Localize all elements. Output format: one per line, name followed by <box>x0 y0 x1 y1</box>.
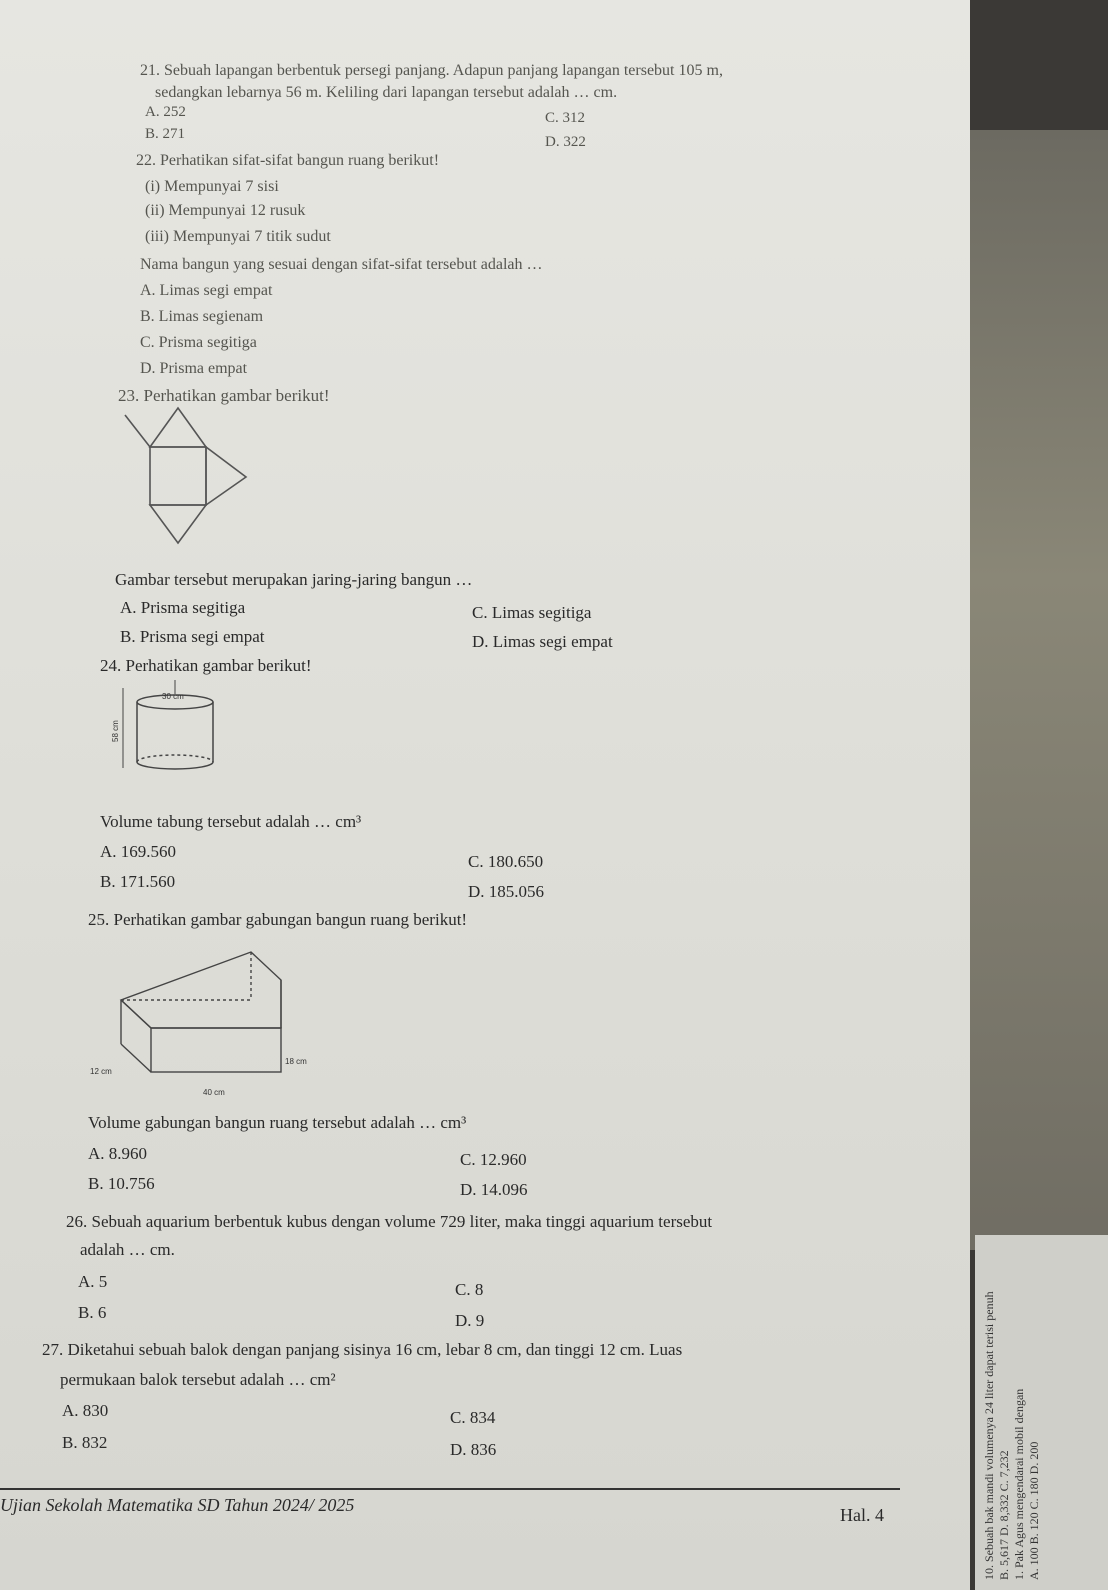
q26-option-b[interactable]: B. 6 <box>78 1303 107 1322</box>
page-number: Hal. 4 <box>840 1505 884 1525</box>
q27-option-d[interactable]: D. 836 <box>450 1440 497 1459</box>
q21-option-b[interactable]: B. 271 <box>145 126 186 142</box>
q24-diameter-label: 30 cm <box>162 692 184 701</box>
q27-option-b[interactable]: B. 832 <box>62 1433 108 1452</box>
q22-property-i: (i) Mempunyai 7 sisi <box>145 178 279 195</box>
adjacent-page-text <box>982 1291 1042 1580</box>
background-surface <box>970 130 1108 1250</box>
footer-divider <box>0 1488 900 1490</box>
q27-option-a[interactable]: A. 830 <box>62 1401 109 1420</box>
adjacent-line1: 10. Sebuah bak mandi volumenya 24 liter dapat terisi penuh <box>982 1291 996 1580</box>
q25-question: Volume gabungan bangun ruang tersebut adalah … cm³ <box>88 1113 467 1132</box>
q25-option-a[interactable]: A. 8.960 <box>88 1144 148 1163</box>
q23-option-c[interactable]: C. Limas segitiga <box>472 603 592 622</box>
q27-stem-line2: permukaan balok tersebut adalah … cm² <box>60 1370 336 1389</box>
q23-option-a[interactable]: A. Prisma segitiga <box>120 598 246 617</box>
q25-composite-figure <box>85 940 345 1110</box>
q23-question: Gambar tersebut merupakan jaring-jaring bangun … <box>115 570 473 589</box>
q21-option-a[interactable]: A. 252 <box>145 104 186 120</box>
q24-option-b[interactable]: B. 171.560 <box>100 872 176 891</box>
q21-option-d[interactable]: D. 322 <box>545 134 586 150</box>
q22-stem: 22. Perhatikan sifat-sifat bangun ruang berikut! <box>136 152 440 169</box>
q25-length-label: 40 cm <box>203 1088 225 1097</box>
q24-option-c[interactable]: C. 180.650 <box>468 852 544 871</box>
q24-stem: 24. Perhatikan gambar berikut! <box>100 656 312 675</box>
q22-option-a[interactable]: A. Limas segi empat <box>140 282 273 299</box>
q24-question: Volume tabung tersebut adalah … cm³ <box>100 812 362 831</box>
q26-option-d[interactable]: D. 9 <box>455 1311 485 1330</box>
q22-property-ii: (ii) Mempunyai 12 rusuk <box>145 202 306 219</box>
q23-net-figure <box>120 405 260 550</box>
q25-option-d[interactable]: D. 14.096 <box>460 1180 528 1199</box>
q23-option-d[interactable]: D. Limas segi empat <box>472 632 613 651</box>
adjacent-line3: 1. Pak Agus mengendarai mobil dengan <box>1012 1388 1026 1580</box>
q25-height-label: 18 cm <box>285 1057 307 1066</box>
adjacent-line4: A. 100 B. 120 C. 180 D. 200 <box>1027 1441 1041 1580</box>
q26-stem-line2: adalah … cm. <box>80 1240 175 1259</box>
q21-option-c[interactable]: C. 312 <box>545 110 586 126</box>
q22-option-c[interactable]: C. Prisma segitiga <box>140 334 257 351</box>
adjacent-line2: B. 5,617 D. 8,332 C. 7,232 <box>997 1450 1011 1580</box>
q22-property-iii: (iii) Mempunyai 7 titik sudut <box>145 228 331 245</box>
q22-option-d[interactable]: D. Prisma empat <box>140 360 248 377</box>
q22-question: Nama bangun yang sesuai dengan sifat-sifat tersebut adalah … <box>140 256 543 273</box>
q24-height-label: 58 cm <box>111 720 120 742</box>
q26-option-c[interactable]: C. 8 <box>455 1280 484 1299</box>
q22-option-b[interactable]: B. Limas segienam <box>140 308 264 325</box>
q21-stem-line2: sedangkan lebarnya 56 m. Keliling dari lapangan tersebut adalah … cm. <box>155 84 618 101</box>
q27-option-c[interactable]: C. 834 <box>450 1408 496 1427</box>
q27-stem-line1: 27. Diketahui sebuah balok dengan panjang sisinya 16 cm, lebar 8 cm, dan tinggi 12 cm. Luas <box>42 1340 683 1359</box>
q23-stem: 23. Perhatikan gambar berikut! <box>118 386 330 405</box>
q26-stem-line1: 26. Sebuah aquarium berbentuk kubus dengan volume 729 liter, maka tinggi aquarium tersebut <box>66 1212 713 1231</box>
q24-option-a[interactable]: A. 169.560 <box>100 842 177 861</box>
q26-option-a[interactable]: A. 5 <box>78 1272 108 1291</box>
footer-title: Ujian Sekolah Matematika SD Tahun 2024/ 2025 <box>0 1495 355 1515</box>
q24-cylinder-figure <box>105 680 245 790</box>
q25-option-b[interactable]: B. 10.756 <box>88 1174 155 1193</box>
q23-option-b[interactable]: B. Prisma segi empat <box>120 627 265 646</box>
q25-depth-label: 12 cm <box>90 1067 112 1076</box>
q24-option-d[interactable]: D. 185.056 <box>468 882 545 901</box>
q21-stem-line1: 21. Sebuah lapangan berbentuk persegi panjang. Adapun panjang lapangan tersebut 105 m, <box>140 62 723 79</box>
q25-stem: 25. Perhatikan gambar gabungan bangun ruang berikut! <box>88 910 468 929</box>
q25-option-c[interactable]: C. 12.960 <box>460 1150 527 1169</box>
